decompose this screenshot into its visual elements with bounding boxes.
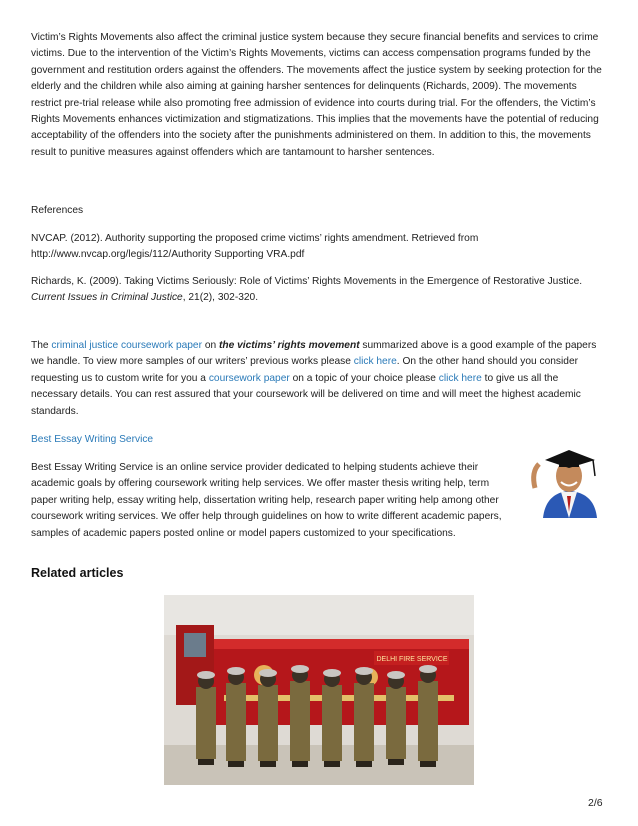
promo-text-1: The bbox=[31, 340, 52, 351]
promo-text-6: to give us all the necessary details. You can rest assured that your coursework will be delivered on time and will meet the highest academic standards. bbox=[31, 372, 581, 417]
journal-title: Current Issues in Criminal Justice bbox=[31, 292, 183, 304]
promo-topic: the victims’ rights movement bbox=[219, 340, 360, 351]
click-here-link-samples[interactable]: click here bbox=[353, 356, 397, 368]
click-here-link-order[interactable]: click here bbox=[438, 372, 482, 384]
reference-nvcap: NVCAP. (2012). Authority supporting the proposed crime victims’ rights amendment. Retrieved from http://www.nvcap.org/legis/112/Authority Supporting VRA.pdf bbox=[31, 233, 479, 261]
promo-text-5: on a topic of your choice please bbox=[289, 372, 439, 384]
service-description: Best Essay Writing Service is an online service provider dedicated to helping students achieve their academic goals by offering coursework writing help services. We offer master thesis writing help, term paper writing help, essay writing help, dissertation writing help, research paper writing help among other coursework writing services. We offer help through guidelines on how to write different academic papers, samples of academic papers posted online or model papers customized to your specifications. bbox=[31, 462, 502, 539]
promo-text-2: on bbox=[202, 340, 219, 351]
page-number: 2/6 bbox=[588, 797, 603, 809]
reference-richards-volume: , 21(2), 302-320. bbox=[182, 292, 259, 304]
coursework-paper-link[interactable]: coursework paper bbox=[208, 372, 290, 384]
graduate-student-image bbox=[527, 442, 611, 518]
fire-truck-sign: DELHI FIRE SERVICE bbox=[376, 656, 448, 663]
best-essay-writing-service-link[interactable]: Best Essay Writing Service bbox=[31, 434, 154, 445]
promo-text-4: . On the other hand should you consider requesting us to custom write for you a bbox=[31, 356, 579, 384]
fire-service-photo bbox=[164, 595, 474, 785]
body-paragraph: Victim’s Rights Movements also affect the criminal justice system because they secure financial benefits and services to crime victims. Due to the intervention of the Victim’s Rights Movements, victims can access compensation programs funded by the government and restitution orders against the offenders. The movements affect the justice system by seeking protection for the elderly and the children while also aiming at gaining harsher sentences for delinquents (Richards, 2009). The movements restrict pre-trial release while also promoting free admission of evidence into courts during trial. For the offenders, the Victim’s Rights Movements enhances victimization and stigmatizations. This implies that the movements have the potential of reducing acceptability of the offenders into the society after the punishments administered on them. In addition to this, the movements result to punitive measures against offenders which are tantamount to harsher sentences. bbox=[31, 32, 602, 158]
promo-paragraph bbox=[31, 338, 607, 420]
reference-richards-text: Richards, K. (2009). Taking Victims Seriously: Role of Victims’ Rights Movements in the Emergence of Restorative Justice. bbox=[31, 276, 583, 287]
references-heading: References bbox=[31, 205, 84, 216]
reference-richards bbox=[31, 274, 607, 307]
related-articles-heading: Related articles bbox=[31, 566, 124, 580]
criminal-justice-coursework-link[interactable]: criminal justice coursework paper bbox=[51, 340, 202, 351]
promo-text-3: summarized above is a good example of the papers we handle. To view more samples of our writers’ previous works please bbox=[31, 340, 597, 368]
